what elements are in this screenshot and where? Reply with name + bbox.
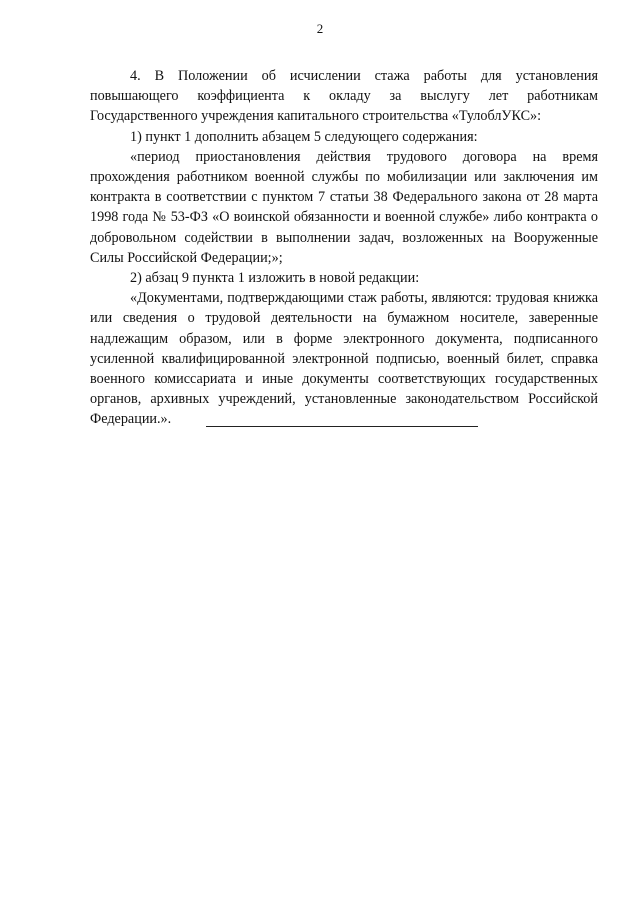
paragraph-item-4-intro: 4. В Положении об исчислении стажа работы для установления повышающего коэффициента к окладу за выслугу лет работникам Государственного учреждения капитального строительства «ТулоблУКС»: [90,68,598,125]
closing-divider-line [206,426,478,427]
document-body [90,66,598,430]
paragraph-subitem-1-heading: 1) пункт 1 дополнить абзацем 5 следующего содержания: [130,128,478,145]
paragraph-subitem-2-text: «Документами, подтверждающими стаж работы, являются: трудовая книжка или сведения о трудовой деятельности на бумажном носителе, заверенные надлежащим образом, или в форме электронного документа, подписанного усиленной квалифицированной электронной подписью, военный билет, справка военного комиссариата и иные документы соответствующих государственных органов, архивных учреждений, установленные законодательством Российской Федерации.». [90,290,598,428]
paragraph-subitem-2-heading: 2) абзац 9 пункта 1 изложить в новой редакции: [130,270,420,287]
paragraph-subitem-1-text: «период приостановления действия трудового договора на время прохождения работником военной службы по мобилизации или заключения им контракта в соответствии с пунктом 7 статьи 38 Федерального закона от 28 марта 1998 года № 53-ФЗ «О воинской обязанности и военной службе» либо контракта о добровольном содействии в выполнении задач, возложенных на Вооруженные Силы Российской Федерации;»; [90,148,598,266]
page-number: 2 [316,21,324,36]
